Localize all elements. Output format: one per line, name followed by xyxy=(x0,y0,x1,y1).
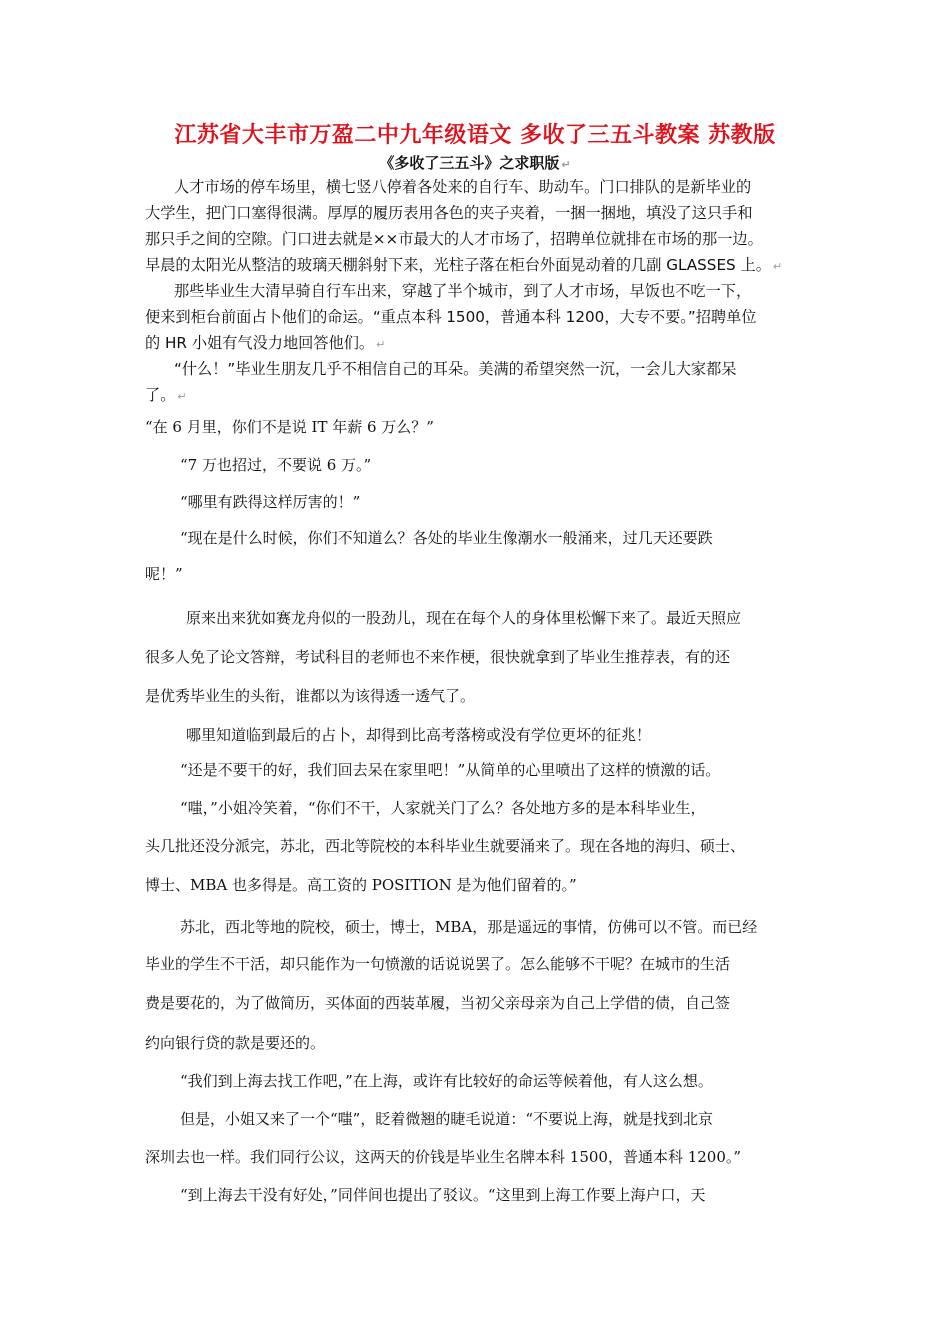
body-line: 呢！” xyxy=(145,565,183,583)
intro-line-text: 的 HR 小姐有气没力地回答他们。 xyxy=(145,334,375,352)
intro-line-text: 早晨的太阳光从整洁的玻璃天棚斜射下来，光柱子落在柜台外面晃动着的几副 GLASSES 上。 xyxy=(145,256,771,274)
intro-line: 大学生，把门口塞得很满。厚厚的履历表用各色的夹子夹着，一捆一捆地，填没了这只手和 xyxy=(145,204,753,222)
intro-line: 那只手之间的空隙。门口进去就是××市最大的人才市场了，招聘单位就排在市场的那一边。 xyxy=(145,230,763,248)
paragraph-mark-icon: ↵ xyxy=(177,390,187,403)
body-line: “在 6 月里，你们不是说 IT 年薪 6 万么？” xyxy=(145,418,434,436)
intro-line: 便来到柜台前面占卜他们的命运。“重点本科 1500，普通本科 1200，大专不要。”招聘单位 xyxy=(145,308,757,326)
intro-line: 那些毕业生大清早骑自行车出来，穿越了半个城市，到了人才市场，早饭也不吃一下， xyxy=(174,282,752,300)
subtitle-text: 《多收了三五斗》之求职版 xyxy=(379,154,560,172)
body-line: 但是，小姐又来了一个“嗤”，眨着微翘的睫毛说道：“不要说上海，就是找到北京 xyxy=(180,1110,714,1128)
body-line: “到上海去干没有好处，”同伴间也提出了驳议。“这里到上海工作要上海户口，天 xyxy=(180,1186,706,1204)
body-line: 费是要花的，为了做简历，买体面的西装革履，当初父亲母亲为自己上学借的债，自己签 xyxy=(145,994,731,1012)
body-line: 博士、MBA 也多得是。高工资的 POSITION 是为他们留着的。” xyxy=(145,876,577,894)
body-line: 苏北，西北等地的院校，硕士，博士，MBA，那是遥远的事情，仿佛可以不管。而已经 xyxy=(180,918,758,936)
intro-line: 人才市场的停车场里，横七竖八停着各处来的自行车、助动车。门口排队的是新毕业的 xyxy=(174,178,752,196)
body-line: 深圳去也一样。我们同行公议，这两天的价钱是毕业生名牌本科 1500，普通本科 1200。” xyxy=(145,1148,742,1166)
intro-line xyxy=(145,330,385,358)
body-line: 是优秀毕业生的头衔，谁都以为该得透一透气了。 xyxy=(145,687,476,705)
body-line: 头几批还没分派完，苏北，西北等院校的本科毕业生就要涌来了。现在各地的海归、硕士、 xyxy=(145,837,746,855)
intro-line: “什么！”毕业生朋友几乎不相信自己的耳朵。美满的希望突然一沉，一会儿大家都呆 xyxy=(174,360,737,378)
body-line: “还是不要干的好，我们回去呆在家里吧！”从简单的心里喷出了这样的愤激的话。 xyxy=(180,761,721,779)
paragraph-mark-icon: ↵ xyxy=(561,158,571,171)
body-line: “我们到上海去找工作吧，”在上海，或许有比较好的命运等候着他，有人这么想。 xyxy=(180,1072,713,1090)
intro-line xyxy=(145,252,782,280)
body-line: 原来出来犹如赛龙舟似的一股劲儿，现在在每个人的身体里松懈下来了。最近天照应 xyxy=(186,609,742,627)
body-line: 毕业的学生不干活，却只能作为一句愤激的话说说罢了。怎么能够不干呢？在城市的生活 xyxy=(145,955,731,973)
intro-line xyxy=(145,382,187,410)
body-line: 哪里知道临到最后的占卜，却得到比高考落榜或没有学位更坏的征兆！ xyxy=(186,726,652,744)
body-line: 很多人免了论文答辩，考试科目的老师也不来作梗，很快就拿到了毕业生推荐表，有的还 xyxy=(145,648,731,666)
body-line: 约向银行贷的款是要还的。 xyxy=(145,1034,326,1052)
paragraph-mark-icon: ↵ xyxy=(772,260,783,273)
body-line: “哪里有跌得这样厉害的！” xyxy=(180,493,361,511)
paragraph-mark-icon: ↵ xyxy=(376,338,386,351)
intro-line-text: 了。 xyxy=(145,386,176,404)
document-subtitle xyxy=(0,152,950,173)
body-line: “嗤，”小姐冷笑着，“你们不干，人家就关门了么？各处地方多的是本科毕业生， xyxy=(180,799,706,817)
body-line: “7 万也招过，不要说 6 万。” xyxy=(180,456,372,474)
body-line: “现在是什么时候，你们不知道么？各处的毕业生像潮水一般涌来，过几天还要跌 xyxy=(180,529,713,547)
document-title: 江苏省大丰市万盈二中九年级语文 多收了三五斗教案 苏教版 xyxy=(174,123,776,148)
